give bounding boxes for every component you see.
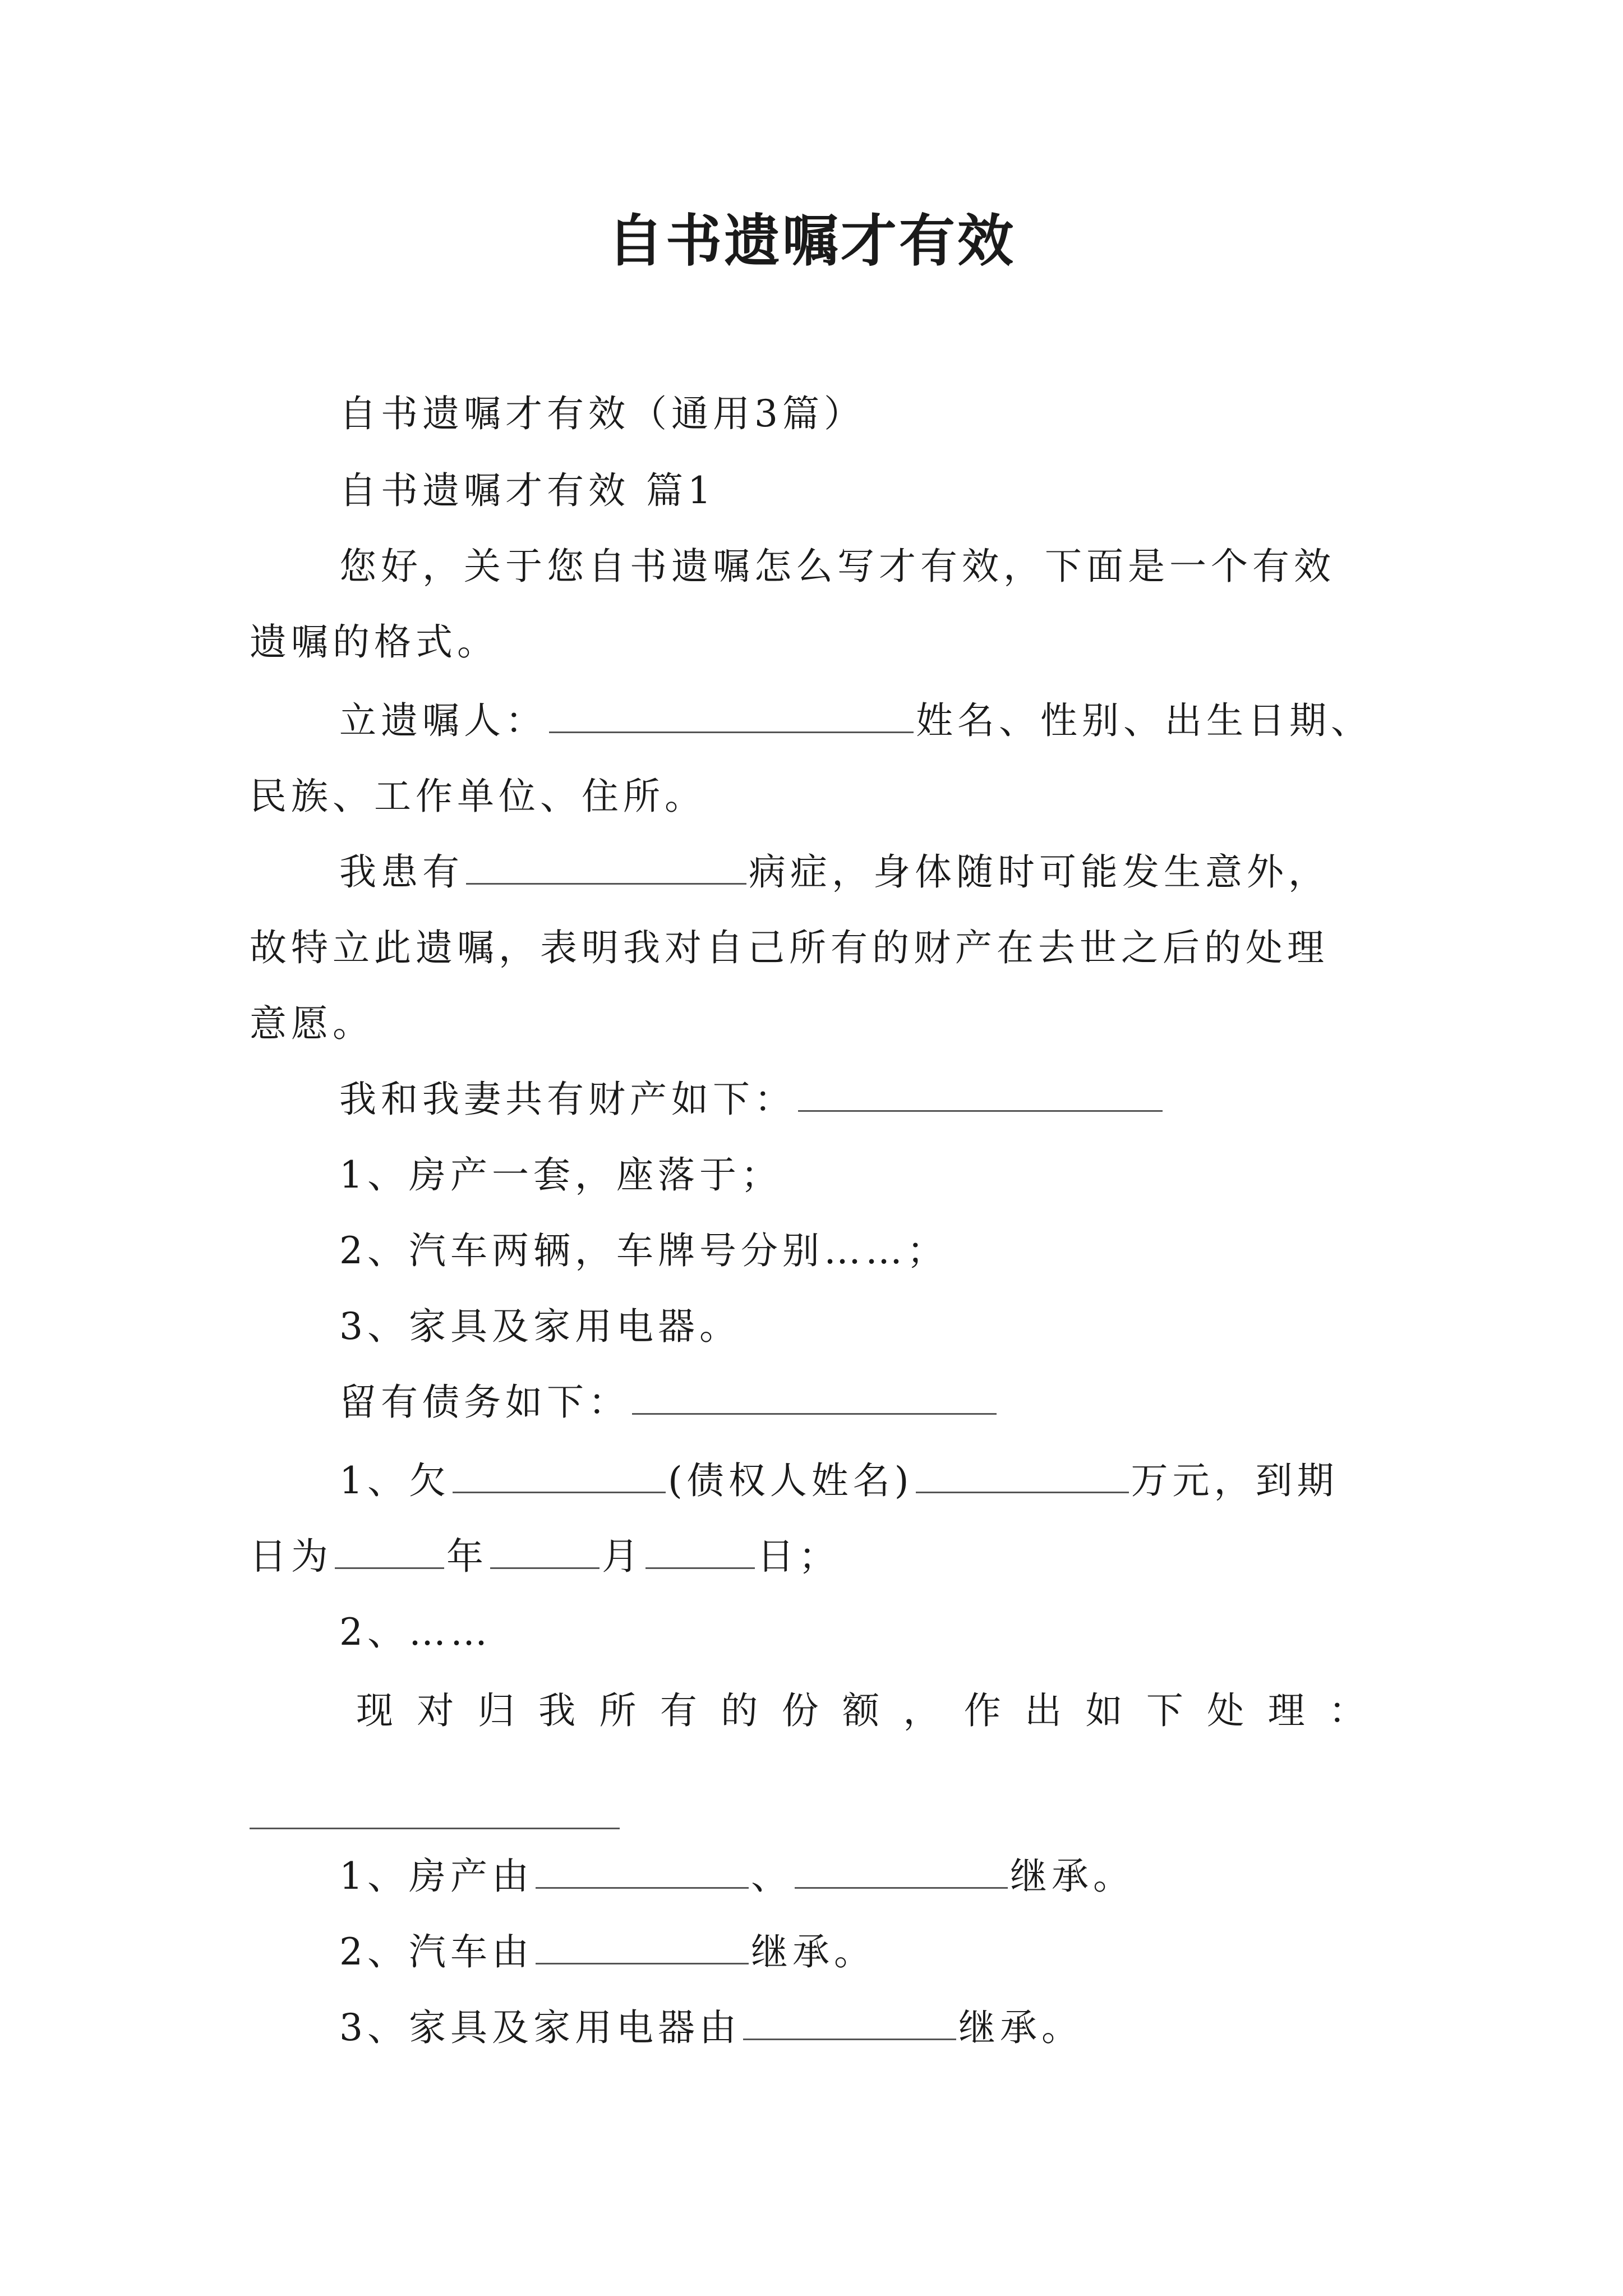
intro-line-2: 遗嘱的格式。 — [250, 620, 499, 664]
illness-line — [339, 847, 1330, 898]
debts-label: 留有债务如下： — [339, 1381, 630, 1424]
car-inherit: 继承。 — [751, 1930, 875, 1973]
month-blank[interactable] — [490, 1535, 600, 1569]
month-label: 月 — [602, 1535, 643, 1578]
disposition-heading-char: 额 — [842, 1689, 879, 1732]
property-item-2: 2、汽车两辆，车牌号分别……； — [339, 1229, 948, 1272]
disposition-heading-char: 的 — [721, 1689, 758, 1732]
house-separator: 、 — [751, 1855, 792, 1898]
testator-blank[interactable] — [549, 699, 914, 733]
illness-line-2: 故特立此遗嘱，表明我对自己所有的财产在去世之后的处理 — [250, 926, 1329, 969]
day-blank[interactable] — [645, 1535, 755, 1569]
furniture-inherit: 继承。 — [958, 2006, 1083, 2049]
document-title: 自书遗嘱才有效 — [607, 208, 1016, 274]
disposition-heading-char: 处 — [1207, 1689, 1244, 1732]
disposition-car — [339, 1927, 875, 1977]
disposition-heading-char: 下 — [1146, 1689, 1183, 1732]
debt-item-1-suffix: 万元，到期 — [1131, 1459, 1339, 1502]
house-heir-blank-2[interactable] — [795, 1855, 1008, 1889]
house-heir-blank-1[interactable] — [536, 1855, 749, 1889]
year-blank[interactable] — [335, 1535, 444, 1569]
disposition-heading-char: 对 — [417, 1689, 454, 1732]
disposition-heading-char: 份 — [781, 1689, 819, 1732]
amount-blank[interactable] — [916, 1459, 1129, 1493]
testator-line — [339, 696, 1372, 746]
illness-blank[interactable] — [466, 850, 746, 885]
disposition-heading-char: 理 — [1267, 1689, 1305, 1732]
disposition-heading-char: 作 — [963, 1689, 1001, 1732]
debt-item-1-prefix: 1、欠 — [339, 1459, 450, 1502]
disposition-house — [339, 1851, 1135, 1902]
intro-line-1: 您好，关于您自书遗嘱怎么写才有效，下面是一个有效 — [339, 545, 1335, 588]
year-label: 年 — [446, 1535, 488, 1578]
debt-item-1-line-2 — [250, 1531, 840, 1582]
illness-suffix: 病症，身体随时可能发生意外， — [749, 850, 1330, 894]
disposition-heading-char: 现 — [356, 1689, 393, 1732]
debt-item-1-mid: (债权人姓名) — [668, 1459, 914, 1502]
illness-prefix: 我患有 — [339, 850, 464, 894]
car-heir-blank[interactable] — [536, 1930, 749, 1964]
disposition-heading-char: 出 — [1025, 1689, 1062, 1732]
disposition-heading-char: 我 — [538, 1689, 576, 1732]
car-prefix: 2、汽车由 — [339, 1930, 533, 1973]
disposition-heading-char: 如 — [1085, 1689, 1123, 1732]
day-label: 日； — [757, 1535, 840, 1578]
disposition-heading-char: ， — [903, 1689, 940, 1732]
illness-line-3: 意愿。 — [250, 1002, 374, 1045]
house-prefix: 1、房产由 — [339, 1855, 533, 1898]
section-heading: 自书遗嘱才有效 篇1 — [339, 469, 716, 512]
house-inherit: 继承。 — [1010, 1855, 1135, 1898]
property-item-1: 1、房产一套，座落于； — [339, 1153, 782, 1197]
debts-blank[interactable] — [632, 1381, 997, 1415]
debt-item-1 — [339, 1456, 1339, 1506]
testator-suffix: 姓名、性别、出生日期、 — [916, 699, 1372, 742]
disposition-heading-char: 归 — [477, 1689, 515, 1732]
debt-item-2: 2、…… — [339, 1611, 492, 1654]
joint-property-label: 我和我妻共有财产如下： — [339, 1078, 796, 1121]
property-item-3: 3、家具及家用电器。 — [339, 1305, 741, 1348]
testator-line-2: 民族、工作单位、住所。 — [250, 775, 706, 818]
disposition-heading-char: ： — [1329, 1689, 1366, 1732]
testator-label: 立遗嘱人： — [339, 699, 547, 742]
furniture-prefix: 3、家具及家用电器由 — [339, 2006, 741, 2049]
joint-property-blank[interactable] — [798, 1078, 1163, 1112]
subtitle: 自书遗嘱才有效（通用3篇） — [339, 392, 865, 435]
furniture-heir-blank[interactable] — [743, 2006, 956, 2040]
disposition-heading-char: 所 — [599, 1689, 637, 1732]
creditor-blank[interactable] — [453, 1459, 666, 1493]
joint-property-line — [339, 1074, 1165, 1125]
disposition-blank[interactable] — [250, 1828, 620, 1829]
disposition-furniture — [339, 2003, 1083, 2053]
debts-line — [339, 1377, 999, 1428]
disposition-heading-char: 有 — [660, 1689, 697, 1732]
disposition-heading — [356, 1686, 1366, 1736]
due-date-label: 日为 — [250, 1535, 333, 1578]
